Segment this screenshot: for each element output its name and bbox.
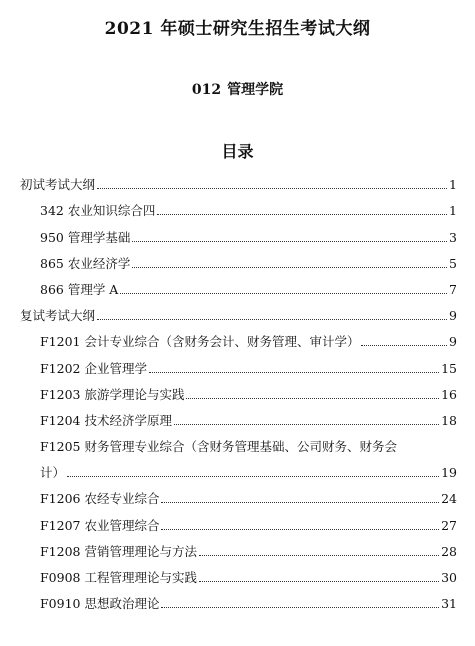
toc-heading: 目录 <box>221 142 254 161</box>
toc-entry[interactable] <box>20 193 457 219</box>
toc-page-number: 15 <box>441 360 457 376</box>
toc-dot-leader <box>199 581 439 582</box>
toc-entry-label: 865 农业经济学 <box>40 255 131 271</box>
toc-entry[interactable] <box>20 455 457 481</box>
toc-dot-leader <box>161 529 439 530</box>
toc-dot-leader <box>186 398 439 399</box>
toc-entry-label: F1201 会计专业综合（含财务会计、财务管理、审计学） <box>40 334 360 350</box>
toc-page-number: 1 <box>449 177 457 193</box>
toc-entry-label: 计） <box>40 465 66 481</box>
toc-page-number: 28 <box>441 543 457 559</box>
toc-dot-leader <box>174 424 439 425</box>
toc-entry[interactable] <box>20 403 457 429</box>
toc-entry[interactable] <box>20 167 457 193</box>
toc-entry-label: 950 管理学基础 <box>40 229 131 245</box>
toc-entry-label: 初试考试大纲 <box>20 177 96 193</box>
toc-entry-label: F1207 农业管理综合 <box>40 517 160 533</box>
school-name: 管理学院 <box>227 82 284 98</box>
toc-dot-leader <box>97 188 447 189</box>
toc-page-number: 19 <box>441 465 457 481</box>
toc-entry[interactable] <box>20 272 457 298</box>
toc-entry-label: 342 农业知识综合四 <box>40 203 156 219</box>
toc-page-number: 3 <box>449 229 457 245</box>
toc-page-number: 1 <box>449 203 457 219</box>
toc-entry-label: F1205 财务管理专业综合（含财务管理基础、公司财务、财务会 <box>40 439 397 455</box>
toc-page-number: 18 <box>441 412 457 428</box>
toc-entry[interactable] <box>20 324 457 350</box>
toc-dot-leader <box>149 372 439 373</box>
toc-page-number: 30 <box>441 570 457 585</box>
toc-entry[interactable] <box>20 560 457 586</box>
toc-entry[interactable] <box>20 534 457 560</box>
toc-dot-leader <box>120 293 447 294</box>
toc-entry[interactable] <box>20 350 457 376</box>
toc-entry-label: F1204 技术经济学原理 <box>40 412 172 428</box>
toc-page-number: 27 <box>441 517 457 533</box>
toc-page-number: 16 <box>441 386 457 402</box>
toc-entry[interactable] <box>20 219 457 245</box>
toc-dot-leader <box>97 319 447 320</box>
toc-entry-label: F1208 营销管理理论与方法 <box>40 543 197 559</box>
table-of-contents <box>20 167 457 612</box>
school-code: 012 <box>191 82 222 98</box>
toc-page-number: 31 <box>441 596 457 612</box>
toc-entry[interactable] <box>20 298 457 324</box>
toc-dot-leader <box>132 241 447 242</box>
toc-entry[interactable] <box>20 377 457 403</box>
toc-entry[interactable] <box>20 507 457 533</box>
toc-dot-leader <box>132 267 447 268</box>
toc-entry-label: F1202 企业管理学 <box>40 360 147 376</box>
toc-page-number: 5 <box>449 255 457 271</box>
toc-dot-leader <box>161 607 439 608</box>
toc-entry-label: F1206 农经专业综合 <box>40 491 160 507</box>
toc-page-number: 7 <box>449 281 457 297</box>
toc-entry-label: F1203 旅游学理论与实践 <box>40 386 185 402</box>
toc-dot-leader <box>67 476 439 477</box>
toc-entry[interactable] <box>20 481 457 507</box>
document-title: 2021 年硕士研究生招生考试大纲 <box>104 19 371 39</box>
toc-entry-label: 复试考试大纲 <box>20 308 96 324</box>
toc-entry[interactable] <box>20 586 457 612</box>
toc-entry-label: F0910 思想政治理论 <box>40 596 160 612</box>
toc-page-number: 24 <box>441 491 457 507</box>
toc-page-number: 9 <box>449 334 457 350</box>
toc-entry-label: F0908 工程管理理论与实践 <box>40 570 197 585</box>
toc-entry[interactable] <box>20 246 457 272</box>
toc-dot-leader <box>361 345 447 346</box>
toc-dot-leader <box>199 555 439 556</box>
toc-entry-label: 866 管理学 A <box>40 281 119 297</box>
toc-page-number: 9 <box>449 308 457 324</box>
school-heading <box>0 79 475 99</box>
toc-dot-leader <box>161 502 439 503</box>
toc-entry[interactable] <box>20 429 457 455</box>
toc-dot-leader <box>157 214 447 215</box>
